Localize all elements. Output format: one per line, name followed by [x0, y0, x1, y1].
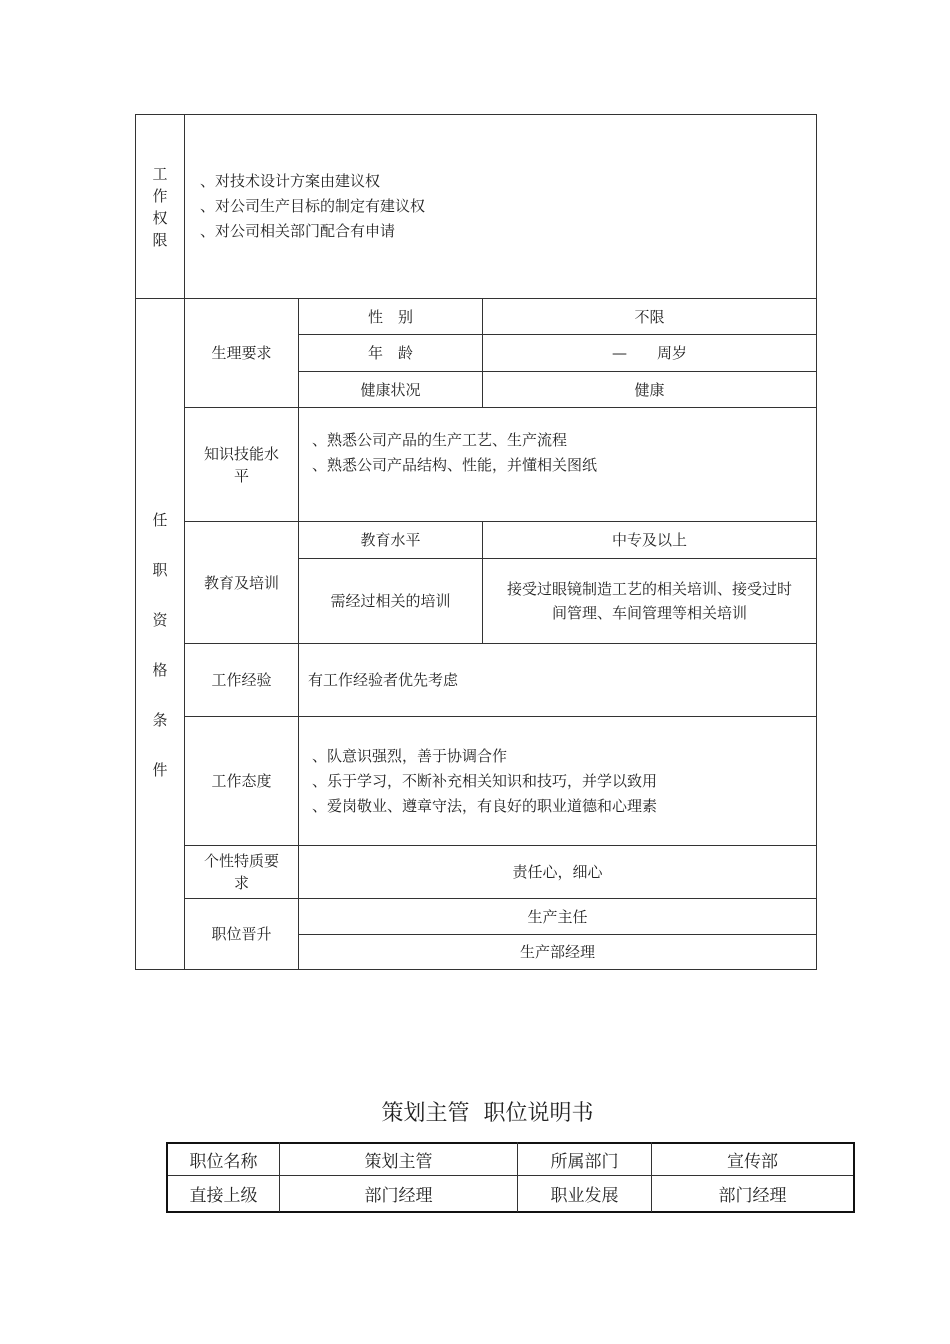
education-level-key: 教育水平: [360, 531, 421, 549]
doc2-cell-career-key: 职业发展: [550, 1186, 619, 1206]
work-authority-items: [200, 115, 810, 298]
qualification-label-char: 职: [152, 561, 168, 579]
training-value-line: 间管理、车间管理等相关培训: [551, 604, 747, 622]
gender-value: 不限: [634, 307, 665, 326]
training-value-line: 接受过眼镜制造工艺的相关培训、接受过时: [506, 580, 792, 598]
experience-value: 有工作经验者优先考虑: [308, 671, 459, 689]
attitude-item: 、乐于学习，不断补充相关知识和技巧，并学以致用: [312, 772, 658, 790]
age-key: 年 龄: [367, 344, 413, 362]
work-authority-item: 、对公司相关部门配合有申请: [200, 222, 396, 240]
doc2-cell-supervisor-value: 部门经理: [364, 1186, 433, 1206]
qualification-label-char: 条: [152, 711, 168, 729]
knowledge-label-line: 知识技能水: [203, 444, 279, 463]
knowledge-items: [312, 428, 812, 478]
knowledge-item: 、熟悉公司产品结构、性能，并懂相关图纸: [312, 456, 598, 474]
age-value: — 周岁: [611, 344, 687, 362]
qualification-label-char: 件: [152, 761, 168, 779]
experience-label: 工作经验: [211, 671, 272, 689]
qualification-label-char: 任: [152, 511, 168, 529]
work-authority-item: 、对技术设计方案由建议权: [200, 172, 381, 190]
promotion-value-2: 生产部经理: [519, 943, 595, 961]
knowledge-item: 、熟悉公司产品的生产工艺、生产流程: [312, 431, 568, 449]
education-level-value: 中专及以上: [611, 531, 687, 549]
attitude-label: 工作态度: [211, 772, 272, 790]
work-authority-label: [136, 115, 184, 298]
education-label: 教育及培训: [203, 573, 279, 592]
personality-label: [185, 846, 298, 898]
knowledge-label-line: 平: [233, 466, 249, 485]
work-authority-item: 、对公司生产目标的制定有建议权: [200, 197, 426, 215]
doc2-cell-position-name-key: 职位名称: [189, 1152, 258, 1172]
work-authority-label-char: 权: [152, 208, 168, 227]
training-value: [483, 559, 816, 643]
promotion-label: 职位晋升: [211, 925, 272, 943]
qualification-label-char: 资: [152, 611, 168, 629]
knowledge-label: [185, 408, 298, 521]
work-authority-label-char: 限: [152, 230, 168, 249]
physical-label: 生理要求: [211, 344, 272, 362]
attitude-items: [312, 744, 812, 819]
doc2-cell-position-name-value: 策划主管: [364, 1152, 433, 1172]
work-authority-label-char: 作: [152, 186, 168, 205]
work-authority-label-char: 工: [152, 164, 168, 183]
qualification-label-char: 格: [152, 661, 168, 679]
doc2-title: 策划主管 职位说明书: [381, 1101, 594, 1126]
personality-label-line: 求: [233, 874, 249, 892]
training-key: 需经过相关的培训: [330, 592, 451, 610]
personality-label-line: 个性特质要: [203, 852, 279, 870]
personality-value: 责任心，细心: [512, 863, 603, 881]
doc2-cell-department-key: 所属部门: [550, 1152, 619, 1172]
promotion-value-1: 生产主任: [527, 907, 588, 926]
attitude-item: 、队意识强烈，善于协调合作: [312, 747, 508, 765]
health-key: 健康状况: [360, 380, 421, 399]
doc2-cell-department-value: 宣传部: [727, 1152, 778, 1172]
health-value: 健康: [634, 380, 665, 399]
doc2-cell-supervisor-key: 直接上级: [189, 1186, 258, 1206]
doc2-cell-career-value: 部门经理: [718, 1186, 787, 1206]
qualification-label: [136, 495, 184, 795]
attitude-item: 、爱岗敬业、遵章守法，有良好的职业道德和心理素: [312, 797, 658, 815]
gender-key: 性 别: [367, 307, 413, 326]
